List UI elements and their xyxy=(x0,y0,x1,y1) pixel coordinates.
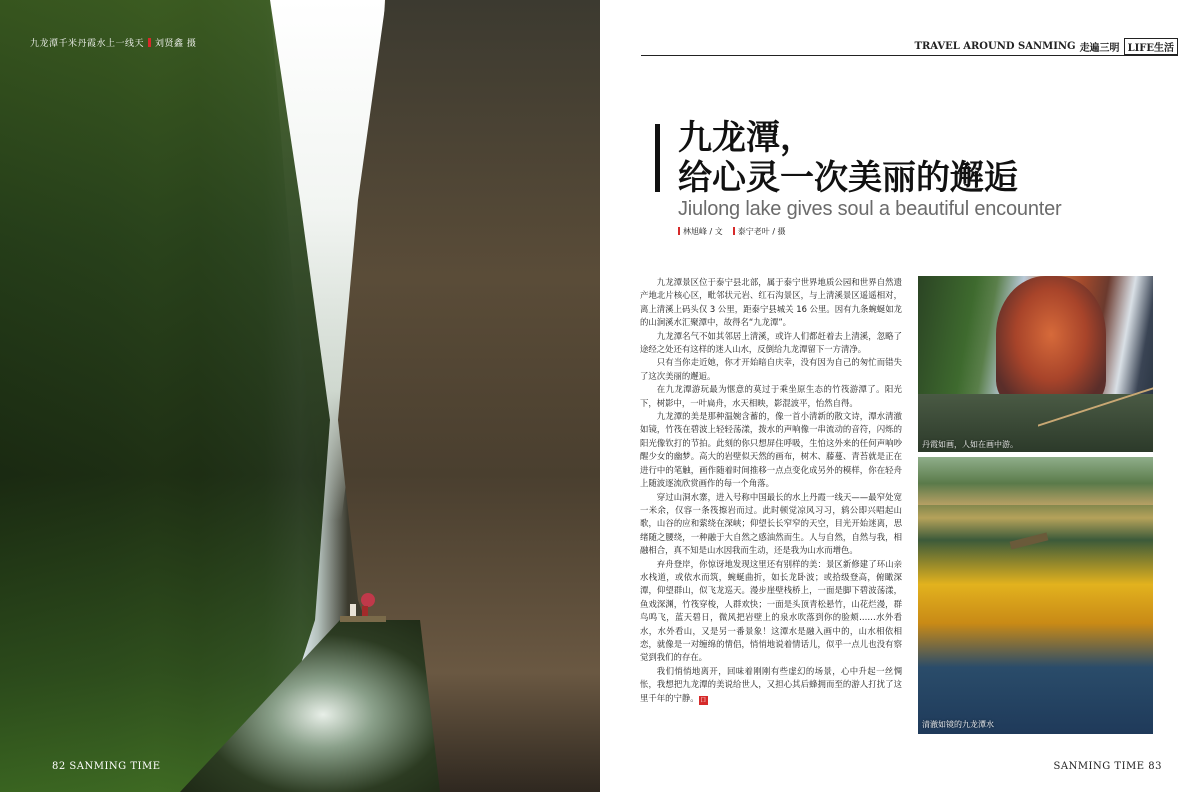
photo-credit: 刘贤鑫 摄 xyxy=(155,39,197,49)
photographer xyxy=(733,226,786,237)
paragraph: 只有当你走近她，你才开始暗自庆幸，没有因为自己的匆忙而错失了这次美丽的邂逅。 xyxy=(640,357,902,381)
article-title xyxy=(678,118,1018,198)
article-title-en: Jiulong lake gives soul a beautiful encounter xyxy=(678,198,1062,220)
paragraph-text: 我们悄悄地离开，回味着刚刚有些虚幻的场景，心中升起一丝惆怅，我想把九龙潭的美说给世人，又担心其后蜂拥而至的游人打扰了这里千年的宁静。 xyxy=(640,665,902,703)
author xyxy=(678,226,723,237)
life-cn: 生活 xyxy=(1154,43,1174,54)
section-en: TRAVEL AROUND SANMING xyxy=(914,41,1076,52)
folio-right: SANMING TIME 83 xyxy=(1053,761,1162,772)
byline xyxy=(678,226,786,237)
danxia-photo xyxy=(918,276,1153,452)
header-rule xyxy=(641,55,1178,56)
bamboo-raft xyxy=(338,590,388,626)
byline-mark xyxy=(678,227,680,235)
paragraph: 九龙潭的美是那种温婉含蓄的，像一首小清新的散文诗，潭水清澈如镜，竹筏在碧波上轻轻荡漾，拨水的声响像一串流动的音符，闪烁的阳光像钦打的节拍。此刻的你只想屏住呼吸，生怕这外来的任何声响吵醒少女的幽梦。高大的岩壁似天然的画布，树木、藤蔓、青苔就是正在进行中的笔触，画作随着时间推移一点点变化成另外的模样，你在轻舟上随波逐流欣赏画作的每一个角落。 xyxy=(640,411,902,489)
author-text: 林旭峰 / 文 xyxy=(683,227,723,236)
section-cn: 走遍三明 xyxy=(1079,43,1120,54)
title-line-2: 给心灵一次美丽的邂逅 xyxy=(678,158,1018,198)
lake-shore xyxy=(918,457,1153,505)
photo-caption-text: 九龙潭千米丹霞水上一线天 xyxy=(30,39,145,49)
paragraph: 弃舟登岸，你惊讶地发现这里还有别样的美：景区新修建了环山亲水栈道，或依水而筑，蜿蜒曲折，如长龙卧波；或拾级登高，俯瞰深潭，仰望群山，似飞龙巡天。漫步崖壁栈桥上，一面是脚下碧波荡漾，鱼戏深渊，竹筏穿梭，人群欢快；一面是头顶青松悬竹，山花烂漫，群鸟鸣飞，蓝天碧日，微风把岩壁上的泉水吹落到你的脸颊……水外看水，水外看山，又是另一番景象！这潭水是融入画中的，山水相依相恋，就像是一对缠绵的情侣，悄悄地说着情话儿，似乎一点儿也没有察觉到我们的存在。 xyxy=(640,558,902,663)
title-accent-bar xyxy=(655,124,660,192)
byline-mark xyxy=(733,227,735,235)
paragraph-last xyxy=(640,665,902,705)
top-photo-caption: 丹霞如画，人如在画中游。 xyxy=(922,440,1018,449)
end-mark: 口 xyxy=(700,696,707,704)
left-photo-caption xyxy=(30,36,196,49)
lake-photo xyxy=(918,457,1153,734)
life-en: LIFE xyxy=(1127,43,1154,54)
paragraph: 九龙潭名气不如其邻居上清溪，或许人们都赶着去上清溪，忽略了途经之处还有这样的迷人山水，反倒给九龙潭留下一方清净。 xyxy=(640,330,902,355)
paragraph: 穿过山洞水寨，进入号称中国最长的水上丹霞一线天——最窄处宽一米余，仅容一条筏擦岩而过。此时顿觉凉风习习，鸫公即兴唱起山歌，山谷的应和萦绕在深峡；仰望长长窄窄的天空，目光开始迷离，思绪随之腰绕，一种融于大自然之感油然而生。人与自然，自然与我，相融相合，真不知是山水因我而生动，还是我为山水而增色。 xyxy=(640,491,902,556)
bottom-photo-caption: 清澈如镜的九龙潭水 xyxy=(922,720,994,729)
left-cliff xyxy=(0,0,330,792)
paragraph: 九龙潭景区位于泰宁县北部，属于泰宁世界地质公园和世界自然遗产地北片核心区，毗邻状元岩、红石沟景区，与上清溪景区遥遥相对，离上清溪上码头仅 3 公里，距泰宁县城关 16 公里。因有九条蜿蜒如龙的山涧溪水汇聚潭中，故得名“九龙潭”。 xyxy=(640,277,902,328)
article-body xyxy=(640,276,902,705)
paragraph: 在九龙潭游玩最为惬意的莫过于乘坐原生态的竹筏游潭了。阳光下，树影中，一叶扁舟，水天相映，影混波平，怡然自得。 xyxy=(640,384,902,408)
title-line-1: 九龙潭， xyxy=(678,118,814,158)
folio-left: 82 SANMING TIME xyxy=(52,761,161,772)
red-rock xyxy=(996,276,1106,406)
raft xyxy=(1010,533,1049,550)
caption-divider xyxy=(148,38,151,47)
section-header xyxy=(915,38,1178,55)
life-tag xyxy=(1124,38,1178,55)
photographer-text: 泰宁老叶 / 摄 xyxy=(737,227,786,236)
